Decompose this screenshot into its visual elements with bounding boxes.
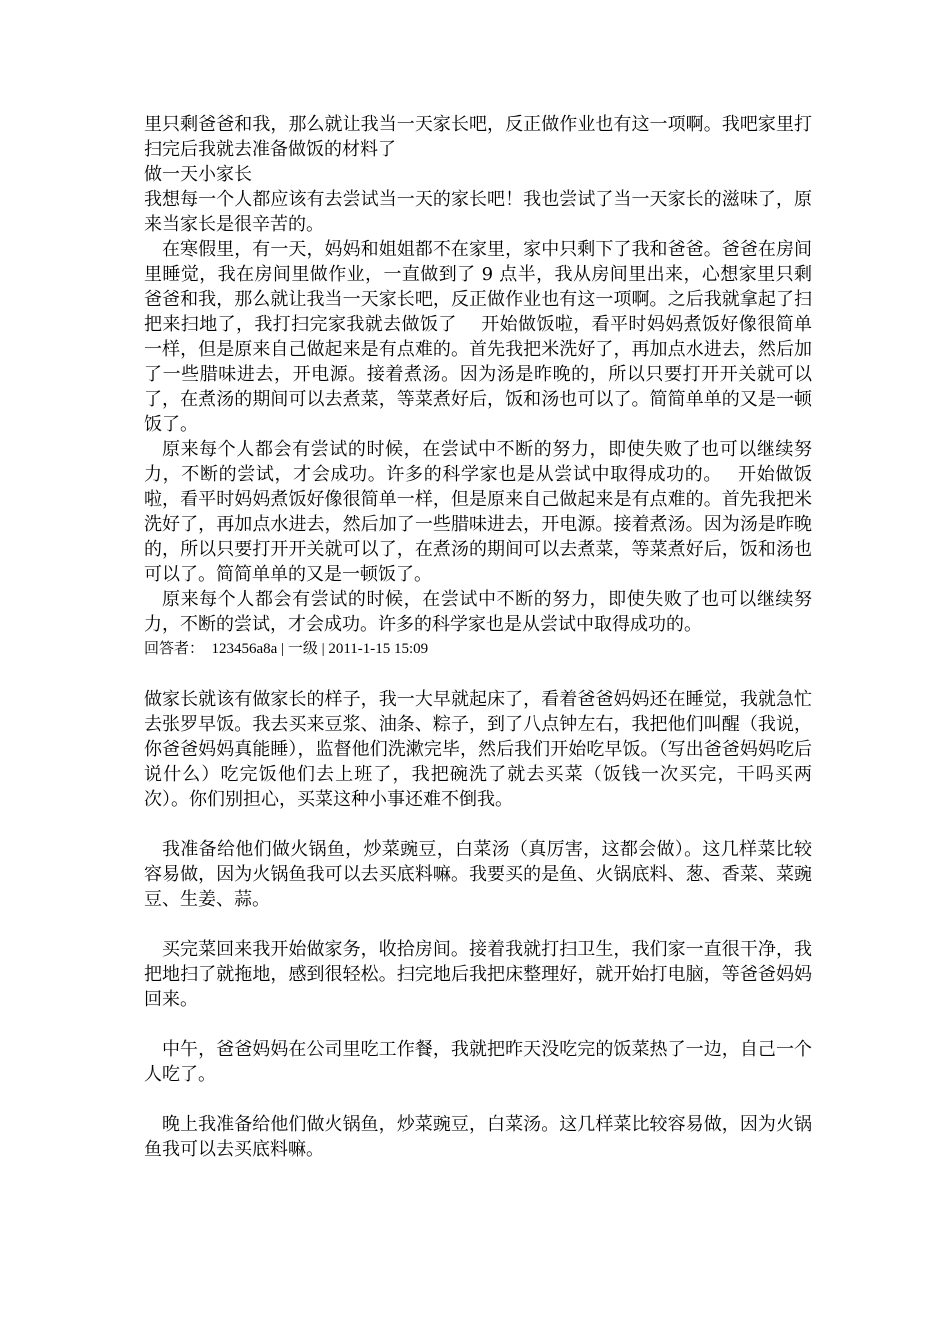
answer-meta: 回答者： 123456a8a | 一级 | 2011-1-15 15:09	[144, 641, 429, 657]
spacer	[144, 812, 812, 837]
spacer	[144, 1087, 812, 1112]
paragraph-intro: 我想每一个人都应该有去尝试当一天的家长吧！我也尝试了当一天家长的滋味了，原来当家长是很辛苦的。	[144, 189, 812, 235]
paragraph-winter-break: 在寒假里，有一天，妈妈和姐姐都不在家里，家中只剩下了我和爸爸。爸爸在房间里睡觉，我在房间里做作业，一直做到了 9 点半，我从房间里出来，心想家里只剩爸爸和我，那么就让我当一天家长吧，反正做作业也有这一项啊。之后我就拿起了扫把来扫地了，我打扫完家我就去做饭了 开始做饭啦，看平时妈妈煮饭好像很简单一样，但是原来自己做起来是有点难的。首先我把米洗好了，再加点水进去，然后加了一些腊味进去，开电源。接着煮汤。因为汤是昨晚的，所以只要打开开关就可以了，在煮汤的期间可以去煮菜，等菜煮好后，饭和汤也可以了。简简单单的又是一顿饭了。	[144, 239, 812, 435]
paragraph-menu: 我准备给他们做火锅鱼，炒菜豌豆，白菜汤（真厉害，这都会做）。这几样菜比较容易做，因为火锅鱼我可以去买底料嘛。我要买的是鱼、火锅底料、葱、香菜、菜豌豆、生姜、蒜。	[144, 839, 812, 910]
document-page	[144, 112, 812, 1162]
paragraph-conclusion-repeat: 原来每个人都会有尝试的时候，在尝试中不断的努力，即使失败了也可以继续努力，不断的尝试，才会成功。许多的科学家也是从尝试中取得成功的。 开始做饭啦，看平时妈妈煮饭好像很简单一样，但是原来自己做起来是有点难的。首先我把米洗好了，再加点水进去，然后加了一些腊味进去，开电源。接着煮汤。因为汤是昨晚的，所以只要打开开关就可以了，在煮汤的期间可以去煮菜，等菜煮好后，饭和汤也可以了。简简单单的又是一顿饭了。	[144, 439, 812, 585]
spacer	[144, 1012, 812, 1037]
spacer	[144, 912, 812, 937]
paragraph-morning: 做家长就该有做家长的样子，我一大早就起床了，看着爸爸妈妈还在睡觉，我就急忙去张罗早饭。我去买来豆浆、油条、粽子，到了八点钟左右，我把他们叫醒（我说，你爸爸妈妈真能睡），监督他们洗漱完毕，然后我们开始吃早饭。（写出爸爸妈妈吃后说什么）吃完饭他们去上班了，我把碗洗了就去买菜（饭钱一次买完，干吗买两次）。你们别担心，买菜这种小事还难不倒我。	[144, 689, 812, 810]
paragraph-noon: 中午，爸爸妈妈在公司里吃工作餐，我就把昨天没吃完的饭菜热了一边，自己一个人吃了。	[144, 1039, 812, 1085]
spacer	[144, 662, 812, 687]
paragraph-housework: 买完菜回来我开始做家务，收拾房间。接着我就打扫卫生，我们家一直很干净，我把地扫了就拖地，感到很轻松。扫完地后我把床整理好，就开始打电脑，等爸爸妈妈回来。	[144, 939, 812, 1010]
paragraph-evening: 晚上我准备给他们做火锅鱼，炒菜豌豆，白菜汤。这几样菜比较容易做，因为火锅鱼我可以去买底料嘛。	[144, 1114, 812, 1160]
paragraph-continued: 里只剩爸爸和我，那么就让我当一天家长吧，反正做作业也有这一项啊。我吧家里打扫完后我就去准备做饭的材料了	[144, 114, 812, 160]
paragraph-conclusion: 原来每个人都会有尝试的时候，在尝试中不断的努力，即使失败了也可以继续努力，不断的尝试，才会成功。许多的科学家也是从尝试中取得成功的。	[144, 589, 812, 635]
essay-title: 做一天小家长	[144, 164, 252, 185]
